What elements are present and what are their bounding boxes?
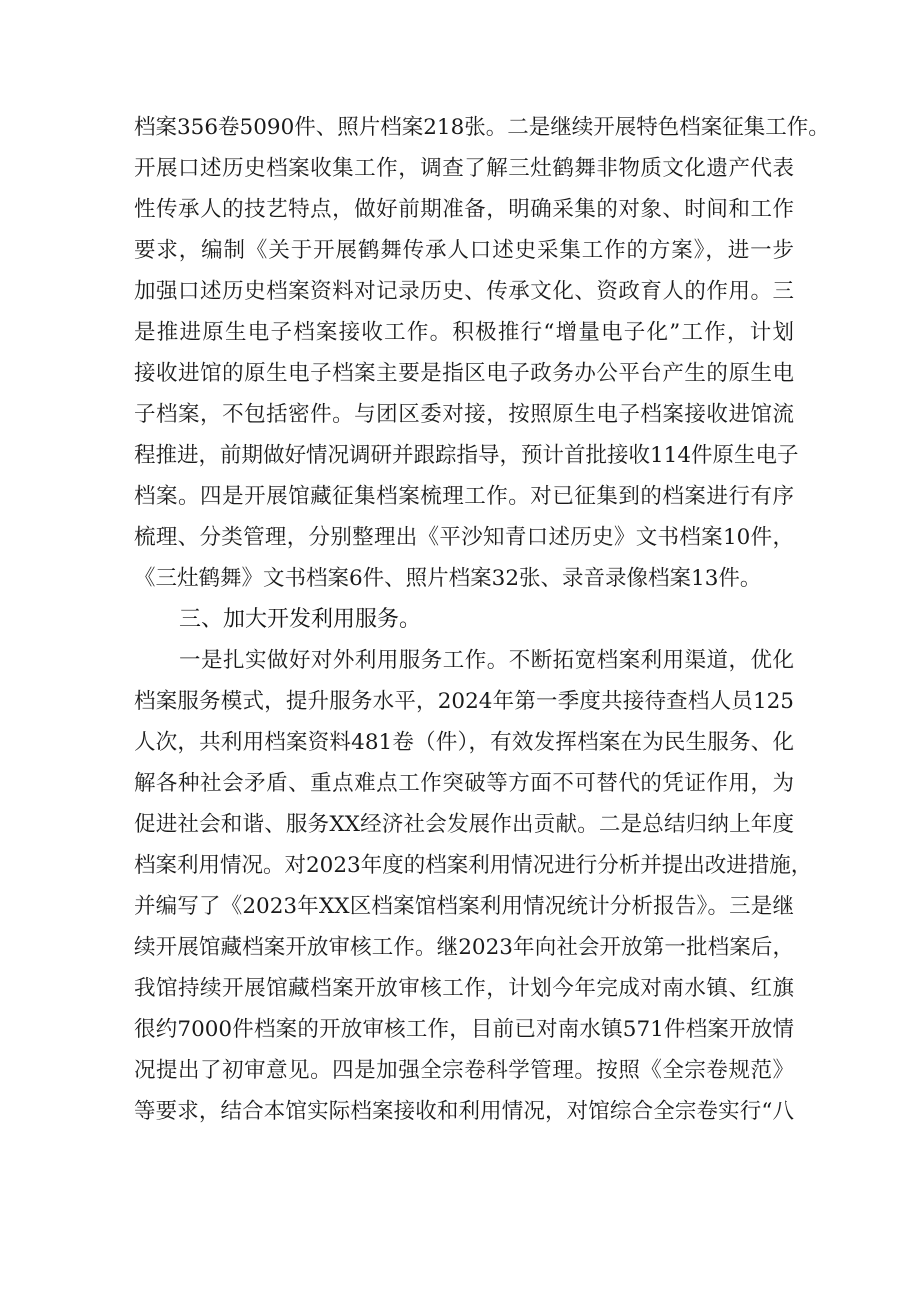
paragraph-line: 一是扎实做好对外利用服务工作。不断拓宽档案利用渠道，优化 <box>179 648 794 673</box>
paragraph-line: 解各种社会矛盾、重点难点工作突破等方面不可替代的凭证作用，为 <box>134 771 794 796</box>
paragraph-line: 梳理、分类管理，分别整理出《平沙知青口述历史》文书档案10件， <box>134 525 794 550</box>
paragraph-line: 加强口述历史档案资料对记录历史、传承文化、资政育人的作用。三 <box>134 279 794 304</box>
paragraph-line: 档案服务模式，提升服务水平，2024年第一季度共接待查档人员125 <box>134 689 794 714</box>
paragraph-line: 子档案，不包括密件。与团区委对接，按照原生电子档案接收进馆流 <box>134 402 794 427</box>
paragraph-line: 开展口述历史档案收集工作，调查了解三灶鹤舞非物质文化遗产代表 <box>134 156 794 181</box>
paragraph-line: 档案356卷5090件、照片档案218张。二是继续开展特色档案征集工作。 <box>134 115 830 140</box>
section-heading: 三、加大开发利用服务。 <box>179 607 422 632</box>
paragraph-line: 档案。四是开展馆藏征集档案梳理工作。对已征集到的档案进行有序 <box>134 484 794 509</box>
paragraph-line: 要求，编制《关于开展鹤舞传承人口述史采集工作的方案》，进一步 <box>134 238 794 263</box>
paragraph-line: 人次，共利用档案资料481卷（件），有效发挥档案在为民生服务、化 <box>134 730 794 755</box>
paragraph-line: 续开展馆藏档案开放审核工作。继2023年向社会开放第一批档案后， <box>134 935 794 960</box>
paragraph-line: 接收进馆的原生电子档案主要是指区电子政务办公平台产生的原生电 <box>134 361 794 386</box>
paragraph-line: 是推进原生电子档案接收工作。积极推行“增量电子化”工作，计划 <box>134 320 794 345</box>
paragraph-line: 程推进，前期做好情况调研并跟踪指导，预计首批接收114件原生电子 <box>134 443 799 468</box>
paragraph-line: 况提出了初审意见。四是加强全宗卷科学管理。按照《全宗卷规范》 <box>134 1058 794 1083</box>
paragraph-line: 促进社会和谐、服务XX经济社会发展作出贡献。二是总结归纳上年度 <box>134 812 794 837</box>
paragraph-line: 性传承人的技艺特点，做好前期准备，明确采集的对象、时间和工作 <box>134 197 794 222</box>
paragraph-line: 等要求，结合本馆实际档案接收和利用情况，对馆综合全宗卷实行“八 <box>134 1099 794 1124</box>
paragraph-line: 我馆持续开展馆藏档案开放审核工作，计划今年完成对南水镇、红旗 <box>134 976 794 1001</box>
paragraph-line: 《三灶鹤舞》文书档案6件、照片档案32张、录音录像档案13件。 <box>134 566 762 591</box>
paragraph-line: 档案利用情况。对2023年度的档案利用情况进行分析并提出改进措施， <box>134 853 813 878</box>
paragraph-line: 并编写了《2023年XX区档案馆档案利用情况统计分析报告》。三是继 <box>134 894 794 919</box>
paragraph-line: 很约7000件档案的开放审核工作，目前已对南水镇571件档案开放情 <box>134 1017 794 1042</box>
